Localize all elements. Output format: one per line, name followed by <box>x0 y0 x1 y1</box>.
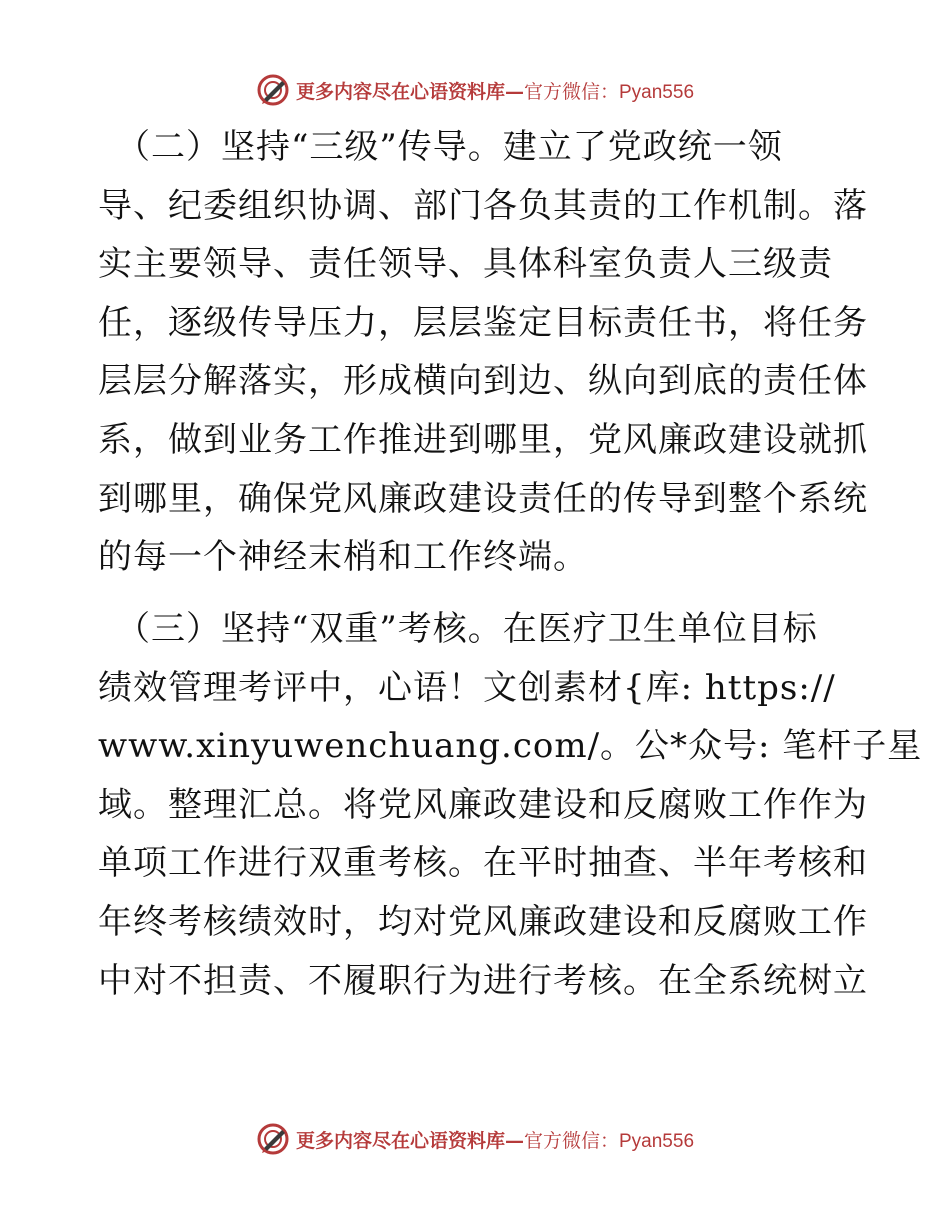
pen-logo-icon <box>256 1122 290 1156</box>
text-line: 单项工作进行双重考核。在平时抽查、半年考核和 <box>98 843 868 884</box>
text-line: 层层分解落实，形成横向到边、纵向到底的责任体 <box>98 361 868 402</box>
text-line: 任，逐级传导压力，层层鉴定目标责任书，将任务 <box>98 302 868 343</box>
watermark-contact: 官方微信：Pyan556 <box>524 81 695 103</box>
watermark-text: 更多内容尽在心语资料库—官方微信：Pyan556 <box>295 80 695 103</box>
text-line: 绩效管理考评中，心语！文创素材{库: https:// <box>98 667 836 708</box>
text-line: 系，做到业务工作推进到哪里，党风廉政建设就抓 <box>98 419 868 460</box>
text-line: 的每一个神经末梢和工作终端。 <box>98 537 588 578</box>
text-line: （三）坚持“双重”考核。在医疗卫生单位目标 <box>116 609 818 649</box>
text-line: 实主要领导、责任领导、具体科室负责人三级责 <box>98 244 833 285</box>
text-line: 年终考核绩效时，均对党风廉政建设和反腐败工作 <box>98 901 868 942</box>
text-line: 中对不担责、不履职行为进行考核。在全系统树立 <box>98 960 868 1001</box>
text-line: 到哪里，确保党风廉政建设责任的传导到整个系统 <box>98 478 868 519</box>
text-line: www.xinyuwenchuang.com/。公*众号: 笔杆子星 <box>98 726 923 767</box>
watermark-contact: 官方微信：Pyan556 <box>524 1130 695 1152</box>
pen-logo-icon <box>256 73 290 107</box>
text-line: 域。整理汇总。将党风廉政建设和反腐败工作作为 <box>98 784 868 825</box>
paragraph-dual-assessment <box>98 600 923 1010</box>
text-line: 导、纪委组织协调、部门各负其责的工作机制。落 <box>98 185 868 226</box>
header-watermark <box>0 70 950 110</box>
paragraph-accountability <box>98 118 868 587</box>
footer-watermark <box>0 1119 950 1159</box>
watermark-text: 更多内容尽在心语资料库—官方微信：Pyan556 <box>295 1129 695 1152</box>
text-line: （二）坚持“三级”传导。建立了党政统一领 <box>116 127 783 167</box>
